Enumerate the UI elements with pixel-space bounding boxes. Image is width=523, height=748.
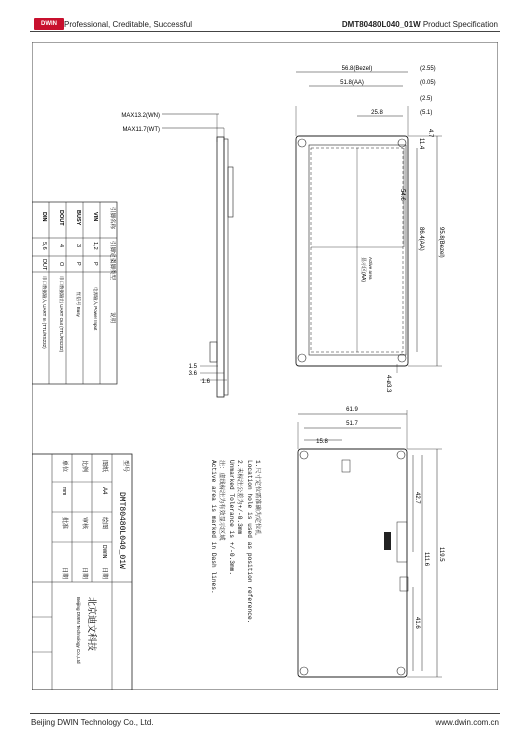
pin-row-dout-desc: 串口数据输出 UART Out (TTL/RS232): [59, 276, 64, 353]
dim-2-55: (2.55): [420, 66, 436, 72]
dim-1-5: 1.5: [188, 364, 197, 370]
title-model-label: 型号: [122, 460, 128, 473]
pin-row-dout-type: O: [58, 262, 64, 267]
pin-header-type: 引脚类型: [109, 258, 115, 281]
dim-bezel-width: 56.8(Bezel): [341, 66, 373, 72]
title-scale-label: 比例: [81, 460, 87, 473]
pin-row-dout-name: DOUT: [58, 210, 64, 226]
header-tagline: Professional, Creditable, Successful: [64, 20, 193, 29]
pin-header-name: 引脚名称: [109, 207, 115, 230]
note-line-3: 2.未标注公差为+/-0.3mm: [236, 460, 243, 535]
pin-row-busy-def: 3: [75, 244, 81, 248]
pin-row-din-desc: 串口数据输入 UART In (TTL/RS232): [42, 276, 47, 349]
pin-row-busy-name: BUSY: [75, 210, 81, 226]
title-company-cn: 北京迪文科技: [87, 597, 97, 652]
title-unit-label: 单位: [61, 460, 67, 473]
aa-label: 显示区(AA): [360, 257, 366, 283]
note-line-2: Location hole is used as position reference.: [246, 460, 253, 624]
title-date-label-2: 日期: [81, 567, 87, 580]
title-model-value: DMT80480L040_01W: [117, 492, 126, 569]
dim-bezel-height: 95.8(Bezel): [438, 227, 444, 258]
note-line-4: Unmarked Tolerance is +/-0.3mm.: [228, 460, 235, 576]
title-drawn-label: 绘图: [101, 517, 107, 530]
page-header: [30, 18, 500, 32]
title-drawn-value: DWIN: [101, 545, 107, 559]
note-line-5: 注：虚线标注为有效显示区域: [218, 460, 225, 541]
dim-42-7: 42.7: [414, 492, 420, 504]
pin-row-din-type: DUT: [41, 259, 47, 271]
dim-111-6: 111.6: [423, 552, 429, 567]
pin-table: [32, 202, 117, 384]
footer-website: www.dwin.com.cn: [435, 718, 499, 727]
active-area-label: Active area: [368, 257, 373, 280]
dim-15-8: 15.8: [316, 439, 328, 445]
dim-4-7: 4.7: [427, 129, 433, 138]
dim-54-6: 54.6: [399, 189, 405, 201]
dim-hole: 4-ø3.3: [385, 375, 391, 393]
pin-row-busy-desc: 忙信号 Busy: [76, 292, 81, 317]
footer-rule: [30, 713, 500, 714]
header-rule: [30, 31, 500, 32]
spec-suffix: Product Specification: [420, 20, 498, 29]
pin-row-dout-def: 4: [58, 244, 64, 248]
title-company-en: Beijing DWIN Technology Co.,Ltd: [76, 597, 81, 664]
note-line-6: Active area is marked in Dash lines.: [210, 460, 217, 594]
dim-51-7: 51.7: [346, 421, 358, 427]
dim-2-5: (2.5): [420, 96, 433, 102]
note-line-1: 1.尺寸定位需准确为定位孔: [254, 460, 261, 536]
dim-aa-width: 51.8(AA): [340, 80, 364, 86]
dim-aa-height: 86.4(AA): [418, 227, 424, 251]
dim-1-6: 1.6: [201, 379, 210, 385]
pin-row-vin-def: 1,2: [92, 242, 98, 250]
dim-119-5: 119.5: [438, 547, 444, 562]
dim-0-05: (0.05): [420, 80, 436, 86]
dim-25-8: 25.8: [371, 110, 383, 116]
footer-company: Beijing DWIN Technology Co., Ltd.: [31, 718, 154, 727]
title-drawing-label: 图纸: [101, 460, 107, 473]
pin-row-din-name: DIN: [41, 212, 47, 222]
dim-3-6: 3.6: [188, 371, 197, 377]
title-review-label: 审核: [81, 517, 87, 530]
pin-row-busy-type: P: [75, 262, 81, 266]
title-block: [32, 454, 132, 690]
title-size-value: A4: [101, 487, 107, 495]
front-view: [296, 72, 442, 373]
back-view: [298, 410, 442, 677]
title-approve-label: 批准: [61, 517, 67, 530]
dim-11-4: 11.4: [418, 138, 424, 150]
dwin-logo: DWIN: [34, 18, 64, 30]
dim-41-6: 41.6: [414, 617, 420, 629]
pin-row-vin-desc: 电源输入 Power Input: [93, 287, 98, 331]
dim-5-1: (5.1): [420, 110, 433, 116]
pin-header-def: 引脚定义: [109, 241, 115, 264]
side-view: [162, 114, 233, 397]
dim-max-wn: MAX13.2(WN): [121, 113, 160, 119]
pin-row-vin-name: VIN: [92, 212, 98, 222]
title-date-label-1: 日期: [101, 567, 107, 580]
dim-max-wt: MAX11.7(WT): [122, 127, 160, 133]
title-date-label-3: 日期: [61, 567, 67, 580]
notes-block: [210, 460, 262, 623]
dim-61-9: 61.9: [346, 407, 358, 413]
header-spec-title: [342, 20, 498, 29]
pin-row-vin-type: P: [92, 262, 98, 266]
pin-row-din-def: 5,6: [41, 242, 47, 250]
title-unit-value: mm: [61, 487, 67, 496]
pin-header-desc: 说明: [109, 312, 115, 324]
mechanical-drawing: [32, 42, 498, 690]
spec-model: DMT80480L040_01W: [341, 20, 421, 29]
